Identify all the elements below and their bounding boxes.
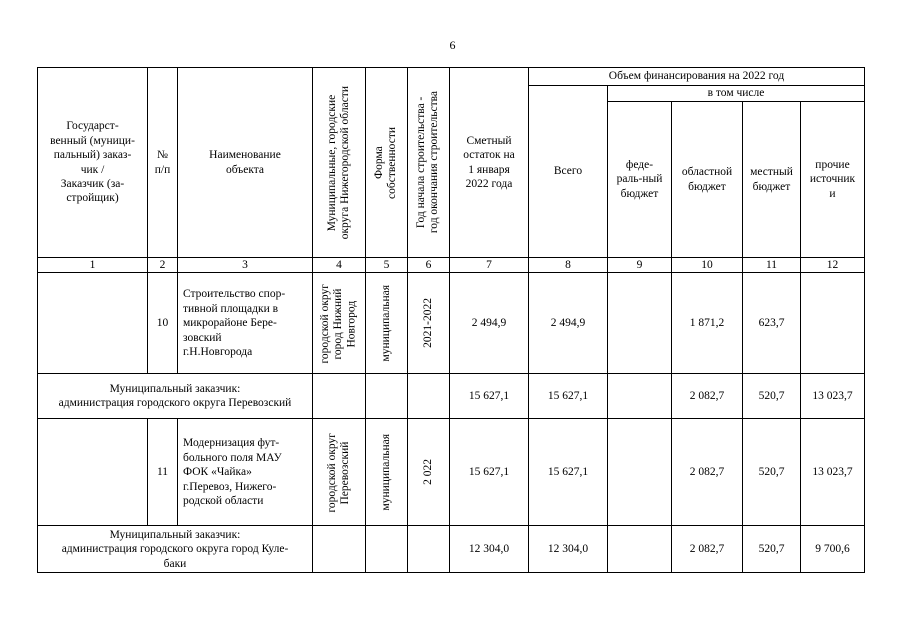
page-number: 6 [449,38,456,52]
table-row-subtotal [38,526,865,573]
cell-other: 13 023,7 [801,419,865,526]
cell-customer-label: Муниципальный заказчик: администрация городского округа Перевозский [38,374,313,419]
table-row-object [38,273,865,374]
cell-num: 10 [148,273,178,374]
cell-total: 12 304,0 [529,526,608,573]
header-row-1 [38,68,865,86]
years-text: 2021-2022 [421,298,434,349]
header-including: в том числе [608,86,865,102]
cell-local: 623,7 [743,273,801,374]
cell-local: 520,7 [743,419,801,526]
cell-estimate: 12 304,0 [450,526,529,573]
header-ownership-cell [366,68,408,258]
cell-object-name: Строительство спор- тивной площадки в микрорайоне Бере- зовский г.Н.Новгорода [178,273,313,374]
header-num: № п/п [148,68,178,258]
column-number: 5 [366,258,408,273]
cell-local: 520,7 [743,374,801,419]
column-number: 1 [38,258,148,273]
cell-local: 520,7 [743,526,801,573]
cell-estimate: 15 627,1 [450,374,529,419]
column-number: 9 [608,258,672,273]
cell-customer-label: Муниципальный заказчик: администрация городского округа город Куле- баки [38,526,313,573]
cell-empty [366,374,408,419]
cell-empty [313,526,366,573]
cell-years [408,419,450,526]
ownership-text: муниципальная [379,434,392,511]
cell-empty [313,374,366,419]
header-object-name: Наименование объекта [178,68,313,258]
cell-num: 11 [148,419,178,526]
cell-customer-empty [38,419,148,526]
header-ownership: Форма собственности [373,126,399,199]
header-years-cell [408,68,450,258]
column-number: 2 [148,258,178,273]
municipality-text: городской округ Перевозский [325,432,351,513]
header-financing: Объем финансирования на 2022 год [529,68,865,86]
column-number: 3 [178,258,313,273]
cell-ownership [366,273,408,374]
cell-federal [608,419,672,526]
cell-total: 2 494,9 [529,273,608,374]
cell-customer-empty [38,273,148,374]
table-row-object [38,419,865,526]
header-customer: Государст- венный (муници- пальный) заказ- чик / Заказчик (за- стройщик) [38,68,148,258]
cell-federal [608,273,672,374]
cell-federal [608,374,672,419]
ownership-text: муниципальная [379,285,392,362]
header-total: Всего [529,86,608,258]
header-local: местный бюджет [743,102,801,258]
column-number-row [38,258,865,273]
header-years: Год начала строительства - год окончания строительства [415,91,441,234]
header-federal: феде- раль-ный бюджет [608,102,672,258]
column-number: 11 [743,258,801,273]
column-number: 10 [672,258,743,273]
cell-object-name: Модернизация фут- больного поля МАУ ФОК «Чайка» г.Перевоз, Нижего- родской области [178,419,313,526]
cell-total: 15 627,1 [529,419,608,526]
cell-federal [608,526,672,573]
cell-municipality [313,419,366,526]
header-regional: областной бюджет [672,102,743,258]
cell-other: 13 023,7 [801,374,865,419]
cell-years [408,273,450,374]
cell-empty [366,526,408,573]
cell-regional: 2 082,7 [672,526,743,573]
municipality-text: городской округ город Нижний Новгород [319,283,358,364]
cell-estimate: 2 494,9 [450,273,529,374]
financing-table [37,67,865,573]
header-municipality: Муниципальные, городские округа Нижегородской области [325,85,351,240]
header-other: прочие источник и [801,102,865,258]
header-municipality-cell [313,68,366,258]
cell-regional: 2 082,7 [672,419,743,526]
table-row-subtotal [38,374,865,419]
column-number: 8 [529,258,608,273]
column-number: 7 [450,258,529,273]
years-text: 2 022 [421,459,434,486]
cell-empty [408,374,450,419]
cell-regional: 1 871,2 [672,273,743,374]
column-number: 6 [408,258,450,273]
cell-regional: 2 082,7 [672,374,743,419]
column-number: 12 [801,258,865,273]
column-number: 4 [313,258,366,273]
cell-empty [408,526,450,573]
cell-other [801,273,865,374]
cell-ownership [366,419,408,526]
cell-other: 9 700,6 [801,526,865,573]
cell-municipality [313,273,366,374]
cell-estimate: 15 627,1 [450,419,529,526]
header-estimate: Сметный остаток на 1 января 2022 года [450,68,529,258]
cell-total: 15 627,1 [529,374,608,419]
